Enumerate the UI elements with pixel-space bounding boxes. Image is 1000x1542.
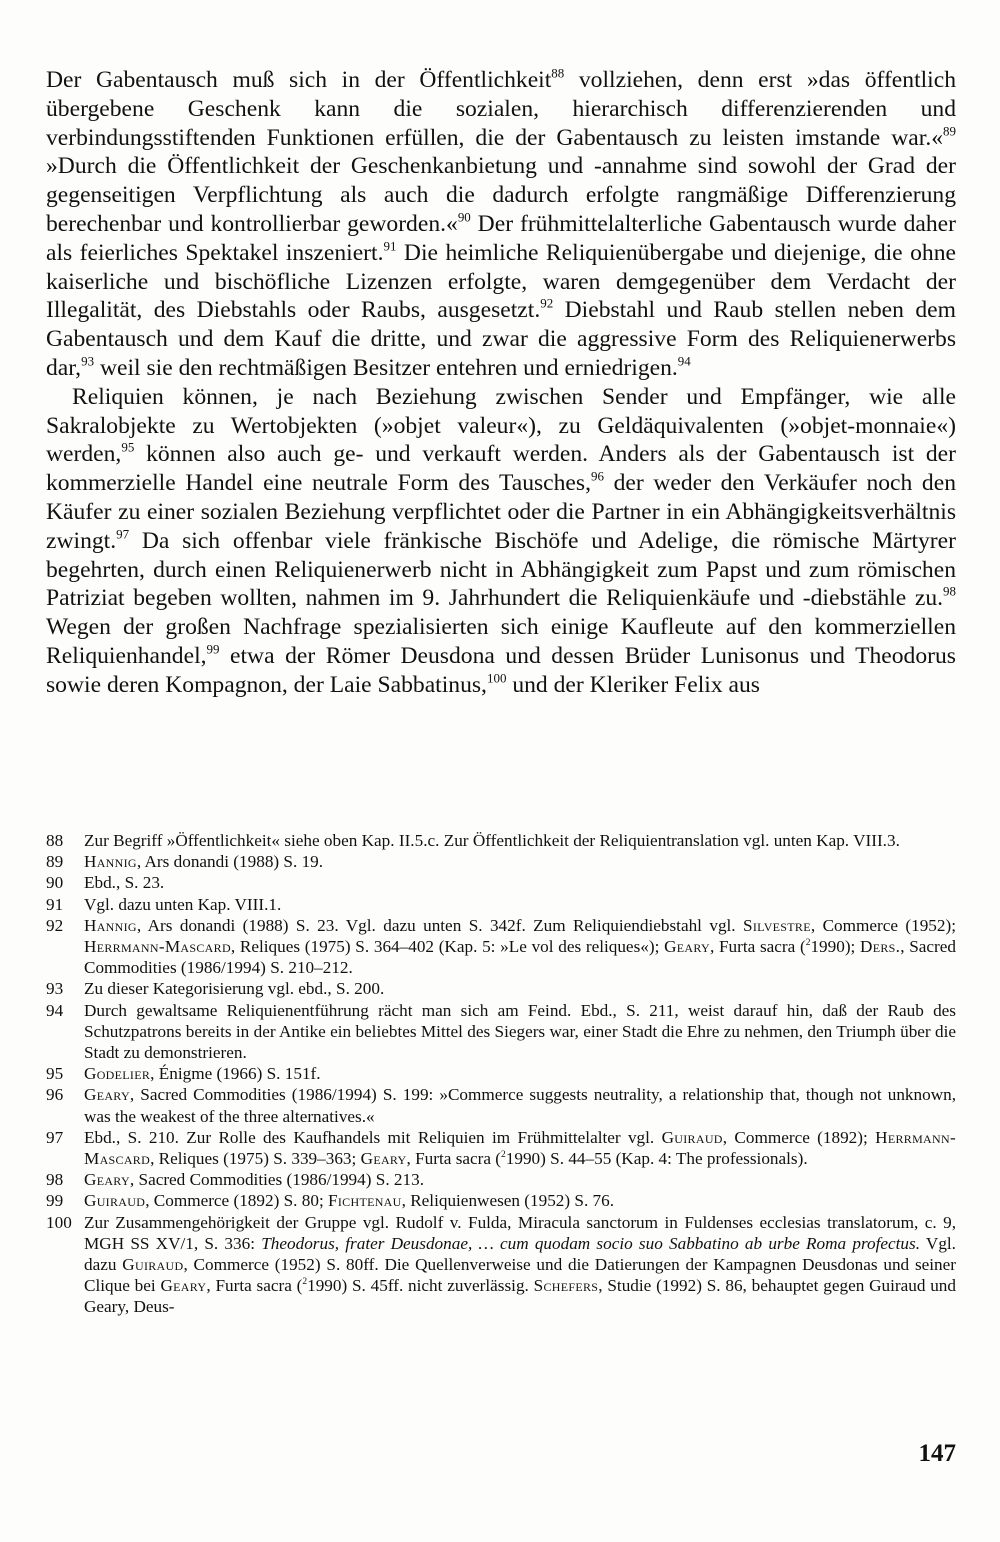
author-name: Ders. [860, 937, 901, 957]
footnote-ref-92[interactable]: 92 [540, 296, 554, 312]
text-run: 1990) S. 45ff. nicht zuverlässig. [307, 1276, 534, 1296]
text-run: , Reliques (1975) S. 364–402 (Kap. 5: »Le vol des reliques«); [230, 937, 665, 957]
text-run: , Commerce (1952) S. 80ff. Die Quellenverweise und die Datierungen der Kampagnen Deusdonas und seiner Clique bei [84, 1255, 957, 1296]
footnote-94 [46, 1000, 956, 1064]
author-name: Guiraud [661, 1127, 723, 1147]
footnote-90 [46, 872, 956, 893]
footnote-ref-89[interactable]: 89 [943, 123, 956, 139]
footnote-number: 97 [46, 1127, 64, 1147]
footnote-number: 95 [46, 1064, 64, 1084]
text-run: Die heimliche Reliquienübergabe und diejenige, die ohne kaiserliche und bischöfliche Lizenzen erfolgte, waren demgegenüber dem Verdacht der Illegalität, des Diebstahls oder Raubs, ausgesetzt. [46, 239, 956, 324]
footnote-89 [46, 851, 956, 872]
footnote-number: 91 [46, 894, 64, 914]
footnote-91 [46, 894, 956, 915]
footnote-text [84, 1063, 956, 1084]
text-run: Diebstahl und Raub stellen neben dem Gabentausch und dem Kauf die dritte, und zwar die aggressive Form des Reliquienerwerbs dar, [46, 297, 956, 381]
footnote-number: 88 [46, 831, 64, 850]
footnote-ref-94[interactable]: 94 [677, 353, 691, 369]
text-run: »Durch die Öffentlichkeit der Geschenkanbietung und -annahme sind sowohl der Grad der gegenseitigen Verpflichtung als auch die dadurch erfolgte rangmäßige Differenzierung berechenbar und kontrollierbar geworden.« [46, 153, 956, 237]
text-run: können also auch ge- und verkauft werden. Anders als der Gabentausch ist der kommerzielle Handel eine neutrale Form des Tausches, [46, 441, 956, 497]
footnote-96 [46, 1084, 956, 1126]
text-run: Der frühmittelalterliche Gabentausch wurde daher als feierliches Spektakel inszeniert. [46, 210, 956, 266]
page-number: 147 [918, 1440, 956, 1467]
footnote-93 [46, 978, 956, 999]
footnote-97 [46, 1127, 956, 1169]
footnote-ref-96[interactable]: 96 [591, 468, 604, 484]
footnote-number: 93 [46, 979, 64, 999]
text-run: Da sich offenbar viele fränkische Bischöfe und Adelige, die römische Märtyrer begehrten, durch einen Reliquienerwerb nicht in Abhängigkeit zum Papst und zum römischen Patriziat begeben wollten, nahmen im 9. Jahrhundert die Reliquienkäufe und -diebstähle zu. [46, 527, 956, 612]
text-run: , Furta sacra ( [406, 1149, 502, 1169]
footnote-number: 98 [46, 1170, 64, 1190]
text-run: und der Kleriker Felix aus [506, 671, 760, 698]
text-run: , Énigme (1966) S. 151f. [150, 1064, 321, 1084]
footnote-ref-100[interactable]: 100 [486, 670, 507, 686]
footnote-text: Zu dieser Kategorisierung vgl. ebd., S. 200. [84, 979, 385, 999]
text-run: , Commerce (1892); [722, 1127, 876, 1147]
author-name: Geary [84, 1085, 130, 1105]
footnote-ref-90[interactable]: 90 [457, 209, 471, 225]
text-run: etwa der Römer Deusdona und dessen Brüder Lunisonus und Theodorus sowie deren Kompagnon, der Laie Sabbatinus, [46, 642, 956, 698]
author-name: Guiraud [122, 1255, 184, 1275]
footnote-100 [46, 1212, 956, 1318]
footnote-text [84, 1127, 956, 1169]
footnote-ref-98[interactable]: 98 [943, 584, 956, 599]
paragraph-1 [46, 66, 956, 383]
text-run: , Furta sacra ( [709, 937, 806, 957]
footnote-text: Ebd., S. 23. [84, 873, 165, 893]
author-name: Geary [84, 1170, 130, 1190]
footnote-number: 100 [46, 1212, 72, 1232]
text-run: , Commerce (1952); [810, 915, 956, 935]
text-run: Der Gabentausch muß sich in der Öffentlichkeit [46, 67, 552, 93]
footnote-88 [46, 830, 956, 851]
footnote-number: 92 [46, 915, 64, 935]
edition-number: 2 [501, 1150, 506, 1161]
text-run: Reliquien können, je nach Beziehung zwischen Sender und Empfänger, wie alle Sakralobjekte zu Wertobjekten (»objet valeur«), zu Geldäquivalenten (»objet-monnaie«) werden, [46, 383, 956, 468]
text-run: 1990) S. 44–55 (Kap. 4: The professionals). [505, 1149, 808, 1169]
author-name: Hannig [84, 852, 137, 872]
edition-number: 2 [302, 1277, 308, 1288]
footnote-number: 94 [46, 1000, 64, 1020]
footnote-ref-88[interactable]: 88 [551, 65, 565, 81]
text-run: , Reliques (1975) S. 339–363; [150, 1149, 361, 1169]
footnote-text [84, 851, 956, 872]
footnote-99 [46, 1190, 956, 1211]
footnote-text [84, 1190, 956, 1211]
author-name: Geary [664, 937, 710, 957]
footnote-text: Zur Begriff »Öffentlichkeit« siehe oben Kap. II.5.c. Zur Öffentlichkeit der Reliquientranslation vgl. unten Kap. VIII.3. [84, 831, 900, 850]
text-run: , Ars donandi (1988) S. 23. Vgl. dazu unten S. 342f. Zum Reliquiendiebstahl vgl. [136, 915, 744, 935]
text-run: vollziehen, denn erst »das öffentlich übergebene Geschenk kann die sozialen, hierarchisch differenzierenden und verbindungsstiftenden Funktionen erfüllen, die der Gabentausch zu leisten imstande war.« [46, 67, 957, 151]
text-run: 1990); [810, 937, 861, 957]
footnote-ref-95[interactable]: 95 [121, 440, 135, 456]
text-run: Wegen der großen Nachfrage spezialisierten sich einige Kaufleute auf den kommerziellen Reliquienhandel, [46, 614, 956, 669]
author-name: Hannig [84, 915, 137, 935]
footnote-98 [46, 1169, 956, 1190]
footnote-ref-93[interactable]: 93 [81, 353, 95, 369]
author-name: Guiraud [84, 1191, 146, 1211]
text-run: Ebd., S. 210. Zur Rolle des Kaufhandels mit Reliquien im Frühmittelalter vgl. [84, 1127, 662, 1147]
footnote-number: 96 [46, 1085, 64, 1105]
text-run: Vgl. dazu [84, 1233, 956, 1275]
latin-quotation: Theodorus, frater Deusdonae, … cum quodam socio suo Sabbatino ab urbe Roma profectus. [261, 1233, 920, 1253]
text-run: Zur Zusammengehörigkeit der Gruppe vgl. Rudolf v. Fulda, Miracula sanctorum in Fuldenses ecclesias translatorum, c. 9, MGH SS XV/1, S. 336: [84, 1212, 956, 1253]
footnote-text: Vgl. dazu unten Kap. VIII.1. [84, 894, 282, 914]
text-run: weil sie den rechtmäßigen Besitzer entehren und erniedrigen. [94, 354, 678, 381]
author-name: Schefers [533, 1276, 599, 1296]
footnote-ref-91[interactable]: 91 [383, 238, 397, 254]
footnote-number: 90 [46, 873, 64, 893]
author-name: Herrmann-Mascard [84, 1127, 956, 1169]
footnote-number: 99 [46, 1191, 64, 1211]
text-run: , Sacred Commodities (1986/1994) S. 210–212. [84, 937, 956, 978]
footnote-text: Durch gewaltsame Reliquienentführung rächt man sich am Feind. Ebd., S. 211, weist darauf hin, daß der Raub des Schutzpatrons bereits in der Antike ein beliebtes Mittel des Siegers war, einer Stadt die Ehre zu nehmen, den Triumph über die Stadt zu demonstrieren. [84, 1000, 956, 1063]
footnote-92 [46, 915, 956, 979]
text-run: , Sacred Commodities (1986/1994) S. 199: »Commerce suggests neutrality, a relationship that, though not unknown, was the weakest of the three alternatives.« [84, 1085, 956, 1126]
text-run: , Sacred Commodities (1986/1994) S. 213. [129, 1170, 424, 1190]
text-run: , Reliquienwesen (1952) S. 76. [401, 1191, 615, 1211]
footnote-text [84, 1084, 956, 1126]
author-name: Fichtenau [328, 1191, 402, 1211]
footnote-text [84, 1212, 956, 1318]
author-name: Herrmann-Mascard [84, 937, 231, 957]
text-run: der weder den Verkäufer noch den Käufer zu einer sozialen Beziehung verpflichtet oder die Partner in ein Abhängigkeitsverhältnis zwingt. [46, 470, 956, 554]
author-name: Silvestre [743, 915, 811, 935]
author-name: Geary [360, 1149, 407, 1169]
footnote-95 [46, 1063, 956, 1084]
footnote-ref-99[interactable]: 99 [206, 641, 220, 657]
main-text [46, 66, 956, 700]
text-run: , Ars donandi (1988) S. 19. [136, 852, 324, 872]
footnote-ref-97[interactable]: 97 [116, 526, 130, 542]
footnote-text [84, 915, 956, 979]
footnote-text [84, 1169, 956, 1190]
author-name: Godelier [84, 1064, 151, 1084]
edition-number: 2 [805, 938, 811, 949]
paragraph-2 [46, 383, 956, 700]
footnote-number: 89 [46, 852, 64, 872]
text-run: , Studie (1992) S. 86, behauptet gegen Guiraud und Geary, Deus- [84, 1276, 956, 1317]
text-run: , Furta sacra ( [206, 1276, 303, 1296]
footnotes [46, 830, 956, 1318]
author-name: Geary [160, 1276, 207, 1296]
text-run: , Commerce (1892) S. 80; [145, 1191, 329, 1211]
